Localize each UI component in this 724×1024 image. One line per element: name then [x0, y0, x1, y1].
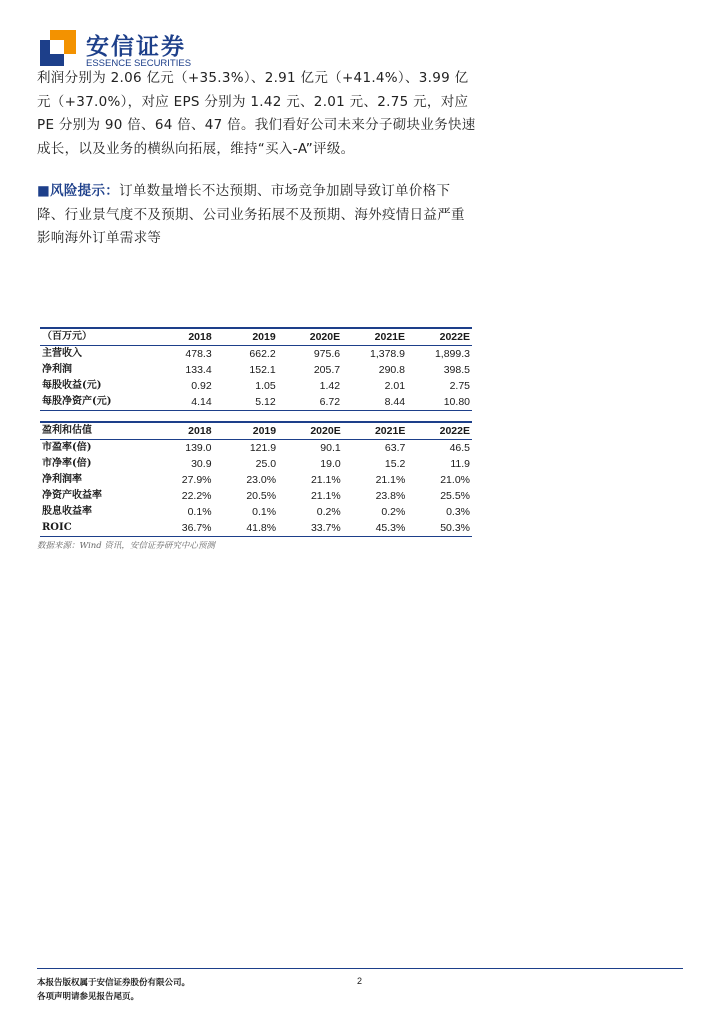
table-cell: 975.6 [313, 348, 341, 360]
table-cell: 36.7% [181, 522, 212, 534]
source-note: 数据来源：Wind 资讯，安信证券研究中心预测 [37, 541, 215, 551]
table-cell: 152.1 [249, 364, 276, 376]
table-row [40, 504, 472, 520]
table-cell: 478.3 [185, 348, 212, 360]
header-cell: 2020E [309, 331, 341, 343]
row-label: 净利润 [42, 364, 72, 375]
table-row [40, 472, 472, 488]
table-cell: 21.1% [310, 474, 341, 486]
table-cell: 21.1% [310, 490, 341, 502]
header-cell: 盈利和估值 [42, 425, 92, 436]
table-cell: 50.3% [440, 522, 470, 534]
table-cell: 133.4 [185, 364, 212, 376]
table-cell: 139.0 [185, 442, 212, 454]
table-cell: 23.0% [246, 474, 277, 486]
table-cell: 1,378.9 [369, 348, 406, 360]
table-cell: 20.5% [246, 490, 277, 502]
table-cell: 1.42 [319, 380, 341, 392]
table-cell: 0.1% [252, 506, 277, 518]
footer-disclaimer [37, 976, 190, 1004]
table-cell: 21.1% [375, 474, 406, 486]
financials-table [40, 327, 472, 411]
table-row [40, 488, 472, 504]
risk-paragraph [37, 180, 477, 251]
table-cell: 90.1 [320, 442, 341, 454]
header-cell: 2018 [188, 331, 212, 343]
table-cell: 1,899.3 [434, 348, 470, 360]
company-name-cn: 安信证券 [86, 34, 186, 60]
table-cell: 33.7% [310, 522, 341, 534]
table-cell: 0.1% [187, 506, 212, 518]
table-cell: 0.3% [446, 506, 470, 518]
table-cell: 11.9 [450, 458, 470, 470]
row-label: 市盈率(倍) [42, 442, 92, 453]
company-name-en: ESSENCE SECURITIES [86, 58, 192, 69]
header-cell: 2022E [439, 425, 470, 437]
table-row [40, 520, 472, 537]
table-cell: 4.14 [191, 396, 212, 408]
table-cell: 41.8% [246, 522, 277, 534]
forecast-paragraph: 利润分别为 2.06 亿元（+35.3%）、2.91 亿元（+41.4%）、3.99 亿元（+37.0%），对应 EPS 分别为 1.42 元、2.01 元、2.75 元，对应 PE 分别为 90 倍、64 倍、47 倍。我们看好公司未来分子砌块业务快速成长，以及业务的横纵向拓展，维持“买入-A”评级。 [37, 70, 476, 157]
table-cell: 205.7 [313, 364, 341, 376]
copyright-line: 本报告版权属于安信证券股份有限公司。 [37, 978, 191, 988]
row-label: 主营收入 [42, 348, 82, 359]
risk-heading: 风险提示： [50, 183, 120, 199]
footer-divider [37, 968, 683, 969]
table-header-row [40, 422, 472, 440]
page-number: 2 [357, 976, 363, 986]
table-cell: 1.05 [255, 380, 276, 392]
table-cell: 6.72 [319, 396, 341, 408]
row-label: 每股收益(元) [42, 380, 102, 391]
table-cell: 22.2% [181, 490, 212, 502]
table-cell: 23.8% [375, 490, 406, 502]
risk-bullet: ■ [37, 183, 51, 199]
table-row [40, 456, 472, 472]
table-cell: 46.5 [449, 442, 470, 454]
table-row [40, 440, 472, 457]
table-cell: 8.44 [384, 396, 406, 408]
table-row [40, 362, 472, 378]
header-cell: 2019 [252, 331, 276, 343]
header-cell: 2020E [310, 425, 341, 437]
table-cell: 45.3% [375, 522, 406, 534]
table-row [40, 346, 472, 363]
table-row [40, 378, 472, 394]
table-cell: 398.5 [443, 364, 470, 376]
row-label: ROIC [42, 522, 72, 533]
table-cell: 2.75 [449, 380, 470, 392]
table-cell: 15.2 [384, 458, 406, 470]
disclaimer-line: 各项声明请参见报告尾页。 [37, 992, 140, 1002]
table-row [40, 394, 472, 411]
table-cell: 19.0 [320, 458, 341, 470]
table-cell: 0.2% [316, 506, 341, 518]
table-cell: 27.9% [181, 474, 212, 486]
header-cell: （百万元） [42, 331, 92, 342]
header-cell: 2018 [188, 425, 212, 437]
table-cell: 21.0% [440, 474, 470, 486]
table-cell: 30.9 [191, 458, 212, 470]
header-cell: 2021E [374, 425, 406, 437]
row-label: 每股净资产(元) [42, 396, 112, 407]
header-cell: 2019 [252, 425, 277, 437]
table-cell: 0.92 [191, 380, 212, 392]
table-cell: 63.7 [384, 442, 406, 454]
row-label: 市净率(倍) [42, 458, 92, 469]
essence-logo-icon [40, 30, 76, 66]
table-cell: 2.01 [384, 380, 406, 392]
row-label: 净资产收益率 [42, 490, 102, 501]
risk-text: 订单数量增长不达预期、市场竞争加剧导致订单价格下降、行业景气度不及预期、公司业务拓展不及预期、海外疫情日益严重影响海外订单需求等 [37, 183, 465, 246]
row-label: 净利润率 [42, 474, 82, 485]
table-cell: 121.9 [249, 442, 277, 454]
table-cell: 5.12 [255, 396, 276, 408]
table-header-row [40, 328, 472, 346]
table-cell: 25.5% [440, 490, 470, 502]
row-label: 股息收益率 [42, 506, 92, 517]
header-cell: 2021E [374, 331, 406, 343]
valuation-table [40, 421, 472, 537]
table-cell: 662.2 [249, 348, 276, 360]
table-cell: 25.0 [255, 458, 277, 470]
table-cell: 10.80 [443, 396, 470, 408]
table-cell: 0.2% [381, 506, 406, 518]
table-cell: 290.8 [378, 364, 406, 376]
header-cell: 2022E [439, 331, 470, 343]
